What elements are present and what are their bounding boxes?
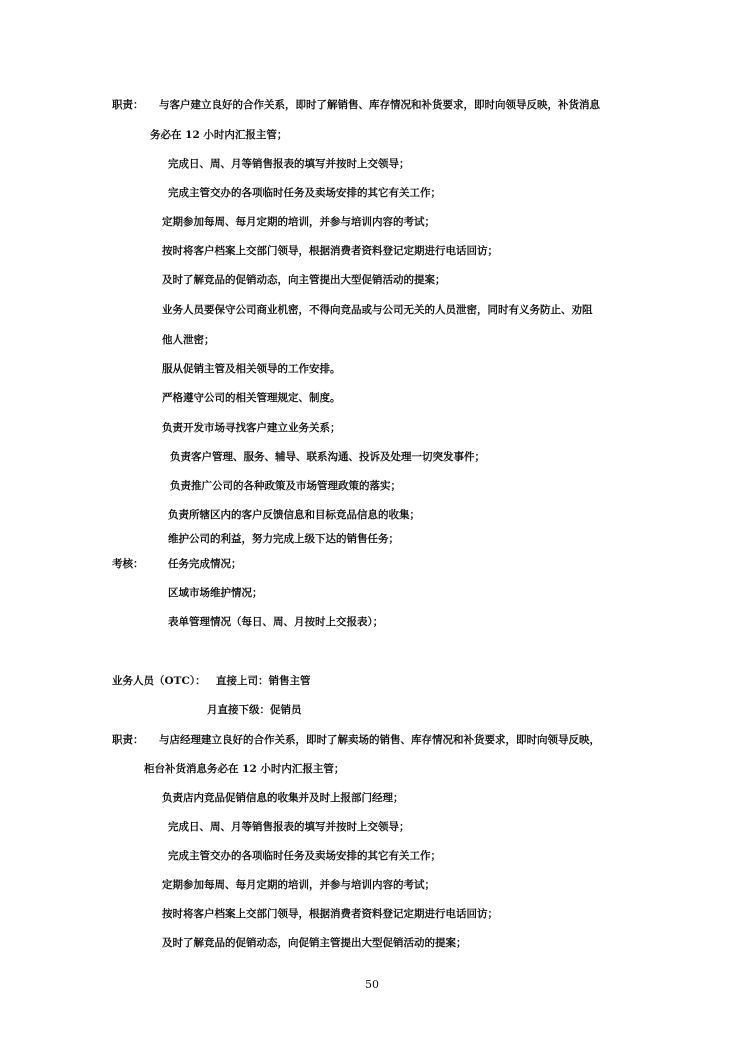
assessment-line: 表单管理情况（每日、周、月按时上交报表）；	[168, 616, 384, 628]
role-title: 业务人员（OTC）：	[112, 675, 206, 687]
duty-line: 维护公司的利益，努力完成上级下达的销售任务；	[168, 533, 399, 545]
duty-line: 负责所辖区内的客户反馈信息和目标竞品信息的收集；	[168, 509, 420, 521]
duty-line: 与客户建立良好的合作关系，即时了解销售、库存情况和补货要求，即时向领导反映，补货消息	[159, 99, 600, 111]
duties-label: 职责：	[112, 734, 144, 746]
duty-line: 及时了解竞品的促销动态，向主管提出大型促销活动的提案；	[162, 274, 446, 286]
duty-line: 定期参加每周、每月定期的培训，并参与培训内容的考试；	[162, 879, 435, 891]
duty-line: 负责店内竞品促销信息的收集并及时上报部门经理；	[162, 792, 404, 804]
duty-line: 柜台补货消息务必在 12 小时内汇报主管；	[144, 763, 345, 775]
duty-line: 定期参加每周、每月定期的培训，并参与培训内容的考试；	[162, 216, 435, 228]
duty-line: 完成主管交办的各项临时任务及卖场安排的其它有关工作；	[168, 850, 441, 862]
duty-line: 及时了解竞品的促销动态，向促销主管提出大型促销活动的提案；	[162, 937, 467, 949]
duty-line: 与店经理建立良好的合作关系，即时了解卖场的销售、库存情况和补货要求，即时向领导反映，	[159, 734, 600, 746]
direct-subordinate: 月直接下级：促销员	[207, 704, 302, 716]
duty-line: 他人泄密；	[162, 334, 215, 346]
duty-line: 负责开发市场寻找客户建立业务关系；	[162, 422, 341, 434]
duty-line: 负责客户管理、服务、辅导、联系沟通、投诉及处理一切突发事件；	[170, 451, 485, 463]
page-number: 50	[365, 978, 379, 991]
direct-superior: 直接上司：销售主管	[216, 675, 311, 687]
duty-line: 务必在 12 小时内汇报主管；	[150, 129, 288, 141]
duty-line: 严格遵守公司的相关管理规定、制度。	[162, 392, 341, 404]
duty-line: 完成日、周、月等销售报表的填写并按时上交领导；	[168, 158, 410, 170]
duty-line: 负责推广公司的各种政策及市场管理政策的落实；	[170, 480, 401, 492]
duty-line: 业务人员要保守公司商业机密，不得向竞品或与公司无关的人员泄密，同时有义务防止、劝阻	[162, 304, 593, 316]
duty-line: 按时将客户档案上交部门领导，根据消费者资料登记定期进行电话回访；	[162, 245, 498, 257]
duty-line: 服从促销主管及相关领导的工作安排。	[162, 363, 341, 375]
assessment-label: 考核：	[112, 558, 144, 570]
duty-line: 完成日、周、月等销售报表的填写并按时上交领导；	[168, 821, 410, 833]
duty-line: 完成主管交办的各项临时任务及卖场安排的其它有关工作；	[168, 187, 441, 199]
duty-line: 按时将客户档案上交部门领导，根据消费者资料登记定期进行电话回访；	[162, 908, 498, 920]
duties-label: 职责：	[112, 99, 144, 111]
assessment-line: 区域市场维护情况；	[168, 587, 263, 599]
assessment-line: 任务完成情况；	[168, 558, 242, 570]
